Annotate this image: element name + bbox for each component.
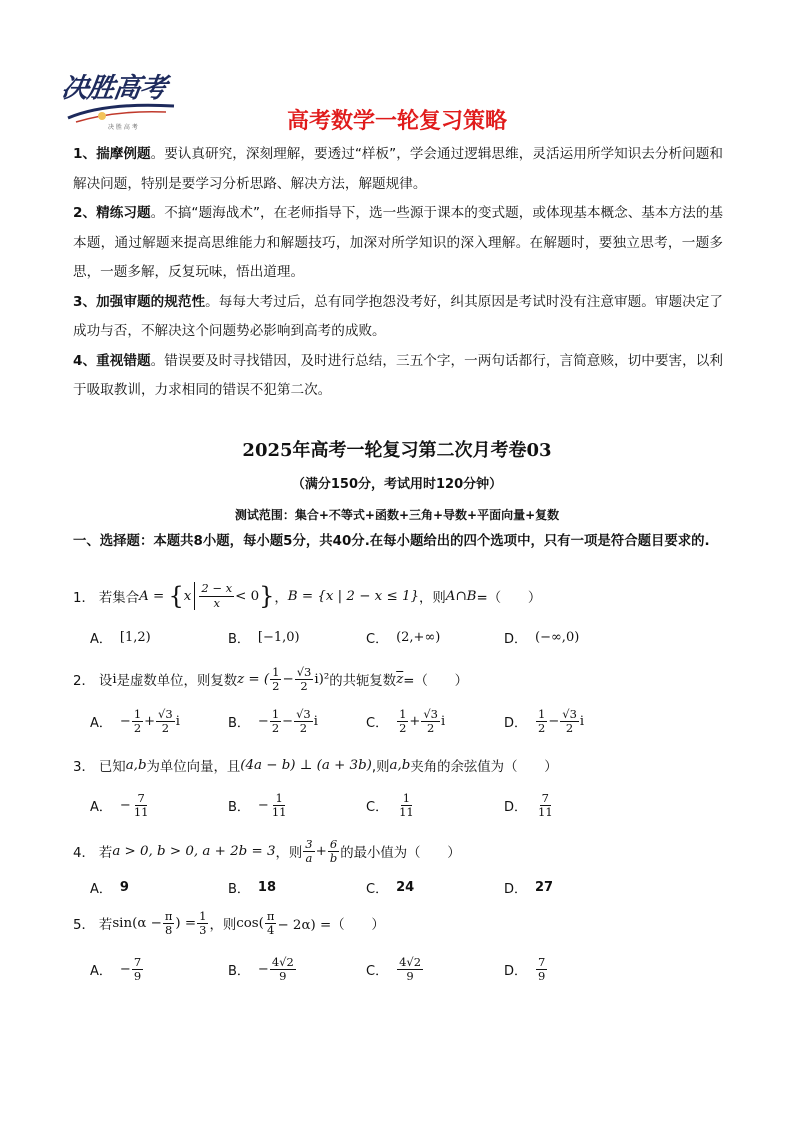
vectors-ab: a,b	[389, 758, 411, 773]
option-c[interactable]: C． $\frac{1}{11}$	[366, 791, 414, 820]
set-b: B = {x | 2 − x ≤ 1}	[287, 588, 420, 604]
set-a-condition: < 0	[235, 588, 260, 604]
question-4-options	[90, 878, 730, 897]
question-1-options	[90, 628, 730, 647]
strategy-tips	[73, 140, 723, 406]
conjugate-z: $\overline{z}$	[396, 672, 404, 688]
question-number: 3．	[73, 760, 95, 775]
imaginary-unit: i	[112, 672, 117, 688]
section-heading: 一、选择题：本题共8小题，每小题5分，共40分.在每小题给出的四个选项中，只有一项是符合题目要求的.	[73, 534, 710, 549]
question-number: 4．	[73, 846, 95, 862]
question-5-options	[90, 956, 730, 983]
question-5: 5． 若 sin(α − $\frac{\pi}{8}$ ) = $\frac{1}{3}$ ，则 cos( $\frac{\pi}{4}$ − 2α) =（ ）	[73, 909, 385, 938]
option-d[interactable]: D． $\frac{7}{11}$	[504, 791, 553, 820]
tip-item: 4、重视错题。错误要及时寻找错因，及时进行总结，三五个字，一两句话都行，言简意赅，切中要害，以利于吸取教训，力求相同的错误不犯第二次。	[73, 352, 723, 398]
option-a[interactable]: A． − $\frac{7}{11}$	[90, 791, 149, 820]
logo-caption: 决 胜 高 考	[108, 124, 138, 131]
question-text: 已知	[98, 760, 126, 775]
option-d[interactable]: D． (−∞,0)	[504, 630, 580, 647]
option-a[interactable]: A． − $\frac{1}{2}$ + $\frac{√3}{2}$ i	[90, 707, 180, 736]
cos-expression: cos(	[236, 916, 264, 932]
question-text: 的共轭复数	[329, 674, 397, 690]
exam-title: 2025年高考一轮复习第二次月考卷03	[242, 440, 552, 461]
set-a-symbol: A	[139, 588, 149, 604]
option-b[interactable]: B． − $\frac{1}{11}$	[228, 791, 287, 820]
question-text: ，	[274, 590, 288, 606]
question-2: 2． 设 i 是虚数单位，则复数 z = ( $\frac{1}{2}$ − $\frac{√3}{2}$ i)² 的共轭复数 $\overline{z}$ =（ ）	[73, 665, 469, 694]
option-d[interactable]: D． $\frac{1}{2}$ − $\frac{√3}{2}$ i	[504, 707, 585, 736]
question-text: ，则	[209, 918, 237, 934]
question-3	[73, 756, 558, 775]
option-b[interactable]: B． [−1,0)	[228, 630, 300, 647]
question-text: 的最小值为（ ）	[340, 846, 461, 862]
question-text: =（ ）	[476, 590, 542, 606]
option-b[interactable]: B． − $\frac{1}{2}$ − $\frac{√3}{2}$ i	[228, 707, 318, 736]
question-text: 夹角的余弦值为（ ）	[410, 760, 558, 775]
option-c[interactable]: C． $\frac{4√2}{9}$	[366, 955, 422, 984]
vectors-ab: a,b	[125, 758, 147, 773]
tip-item: 3、加强审题的规范性。每每大考过后，总有同学抱怨没考好，纠其原因是考试时没有注意审题。审题决定了成功与否，不解决这个问题势必影响到高考的成败。	[73, 293, 723, 339]
tip-item: 1、揣摩例题。要认真研究，深刻理解，要透过“样板”，学会通过逻辑思维，灵活运用所学知识去分析问题和解决问题，特别是要学习分析思路、解决方法，解题规律。	[73, 146, 723, 192]
question-number: 5．	[73, 918, 95, 934]
option-a[interactable]: A． [1,2)	[90, 630, 151, 647]
option-b[interactable]: B． − $\frac{4√2}{9}$	[228, 955, 294, 984]
strategy-title: 高考数学一轮复习策略	[286, 109, 507, 134]
sin-expression: sin(α −	[112, 916, 162, 932]
question-text: 是虚数单位，则复数	[116, 674, 238, 690]
question-text: 为单位向量，且	[146, 760, 241, 775]
question-text: ,则	[371, 760, 390, 775]
option-b[interactable]: B． 18	[228, 880, 277, 897]
option-d[interactable]: D． 27	[504, 880, 554, 897]
option-d[interactable]: D． $\frac{7}{9}$	[504, 955, 546, 984]
condition: a > 0, b > 0, a + 2b = 3	[112, 844, 276, 860]
question-2-options	[90, 708, 730, 735]
exam-subtitle: （满分150分，考试用时120分钟）	[291, 477, 503, 492]
option-c[interactable]: C． $\frac{1}{2}$ + $\frac{√3}{2}$ i	[366, 707, 446, 736]
set-expression: A∩B	[445, 588, 477, 604]
vector-condition: (4a − b) ⊥ (a + 3b)	[240, 758, 372, 773]
set-a-var: x	[183, 588, 192, 604]
logo-text: 决胜高考	[59, 73, 168, 104]
question-text: 若	[98, 918, 113, 934]
set-a-fraction: $\frac{2 - x}{x}$	[201, 581, 233, 610]
question-text: 设	[98, 674, 113, 690]
option-c[interactable]: C． (2,+∞)	[366, 630, 441, 647]
question-text: ，则	[419, 590, 446, 606]
question-4: 4． 若 a > 0, b > 0, a + 2b = 3 ，则 $\frac{3}{a}$ + $\frac{6}{b}$ 的最小值为（ ）	[73, 837, 461, 866]
question-text: ，则	[275, 846, 303, 862]
complex-z: z = (	[237, 672, 270, 688]
question-number: 2．	[73, 674, 95, 690]
question-text: =（ ）	[403, 674, 469, 690]
question-1: 1． 若集合 A = { x $\frac{2 - x}{x}$ < 0 } ， B = {x | 2 − x ≤ 1} ，则 A∩B =（ ）	[73, 581, 542, 610]
question-text: 若集合	[98, 590, 140, 606]
option-c[interactable]: C． 24	[366, 880, 415, 897]
option-a[interactable]: A． − $\frac{7}{9}$	[90, 955, 142, 984]
question-text: 若	[98, 846, 113, 862]
question-number: 1．	[73, 590, 95, 606]
question-3-options	[90, 792, 730, 819]
option-a[interactable]: A． 9	[90, 880, 129, 897]
tip-item: 2、精练习题。不搞“题海战术”，在老师指导下，选一些源于课本的变式题，或体现基本概念、基本方法的基本题，通过解题来提高思维能力和解题技巧，加深对所学知识的深入理解。在解题时，要独立思考，一题多思，一题多解，反复玩味，悟出道理。	[73, 205, 723, 280]
exam-scope: 测试范围：集合+不等式+函数+三角+导数+平面向量+复数	[234, 508, 560, 522]
